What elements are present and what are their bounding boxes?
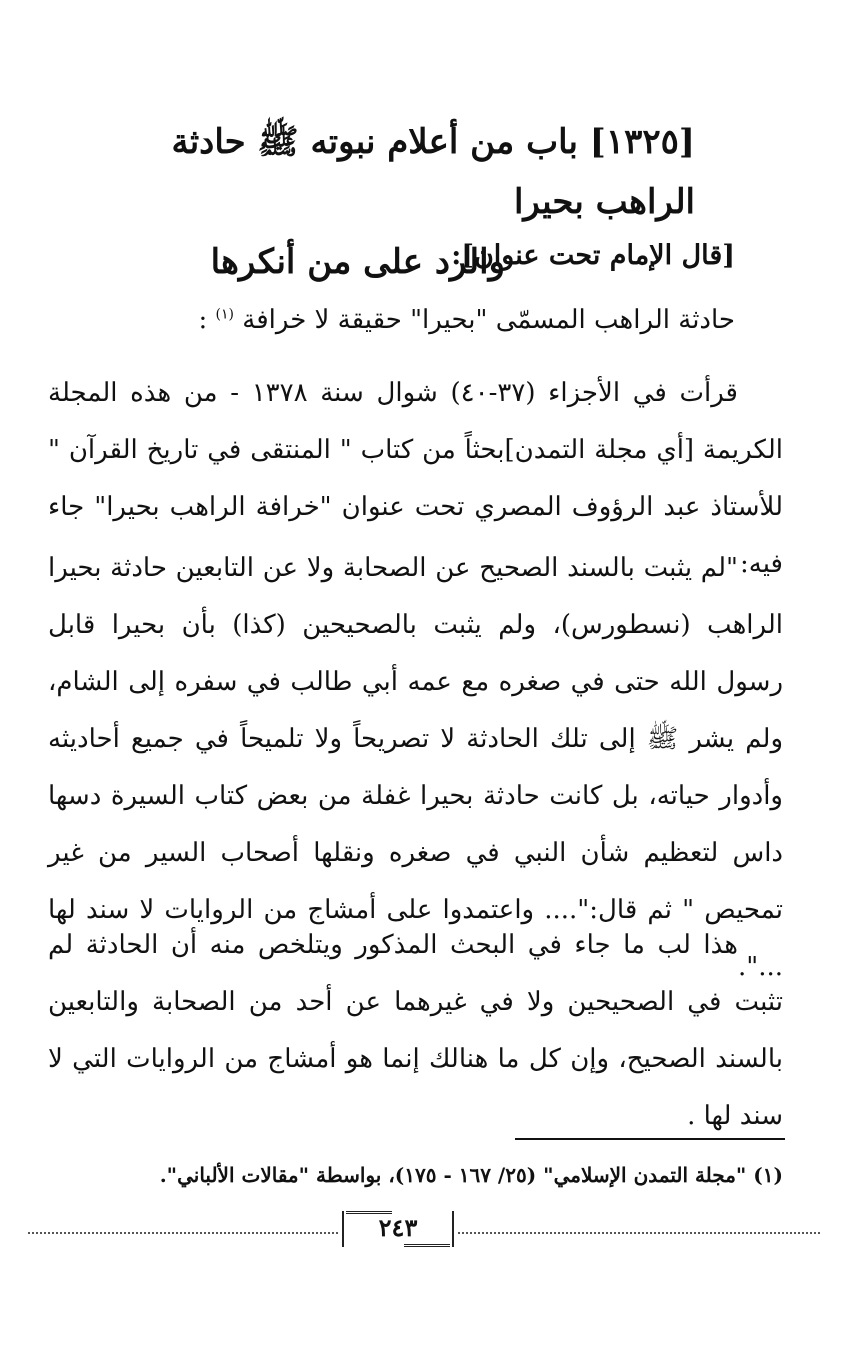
chapter-heading-line-2: والرد على من أنكرها [210, 242, 505, 282]
footnote-separator [515, 1138, 785, 1140]
paragraph-1: قرأت في الأجزاء (٣٧-٤٠) شوال سنة ١٣٧٨ - من هذه المجلة الكريمة [أي مجلة التمدن]بحثاً من كتاب " المنتقى في تاريخ القرآن " للأستاذ عبد الرؤوف المصري تحت عنوان "خرافة الراهب بحيرا" جاء فيه: [48, 378, 783, 579]
footer-dotted-rule-left [28, 1232, 338, 1234]
footnote-reference: (١) [215, 306, 235, 323]
article-title-colon: : [198, 305, 208, 335]
page-number-frame [342, 1211, 454, 1251]
paragraph-2-quotation: "لم يثبت بالسند الصحيح عن الصحابة ولا عن التابعين حادثة بحيرا الراهب (نسطورس)، ولم يثبت بالصحيحين (كذا) بأن بحيرا قابل رسول الله حتى في صغره مع عمه أبي طالب في سفره إلى الشام، ولم يشر ﷺ إلى تلك الحادثة لا تصريحاً ولا تلميحاً في جميع أحاديثه وأدوار حياته، بل كانت حادثة بحيرا غفلة من بعض كتاب السيرة دسها داس لتعظيم شأن النبي في صغره ونقلها أصحاب السير من غير تمحيص " ثم قال:".... واعتمدوا على أمشاج من الروايات لا سند لها ...". [48, 553, 783, 982]
footer-dotted-rule-right [458, 1232, 820, 1234]
paragraph-3: هذا لب ما جاء في البحث المذكور ويتلخص منه أن الحادثة لم تثبت في الصحيحين ولا في غيرهما عن أحد من الصحابة والتابعين بالسند الصحيح، وإن كل ما هنالك إنما هو أمشاج من الروايات التي لا سند لها . [48, 930, 783, 1131]
chapter-heading-line-1: [١٣٢٥] باب من أعلام نبوته ﷺ حادثة الراهب بحيرا [171, 122, 695, 222]
page-number: ٢٤٣ [378, 1213, 418, 1242]
footnote: (١) "مجلة التمدن الإسلامي" (٢٥/ ١٦٧ - ١٧٥)، بواسطة "مقالات الألباني". [159, 1163, 783, 1187]
article-title-text: حادثة الراهب المسمّى "بحيرا" حقيقة لا خرافة [242, 305, 735, 335]
article-title [75, 305, 735, 335]
intro-label: [قال الإمام تحت عنوان]: [451, 240, 735, 271]
